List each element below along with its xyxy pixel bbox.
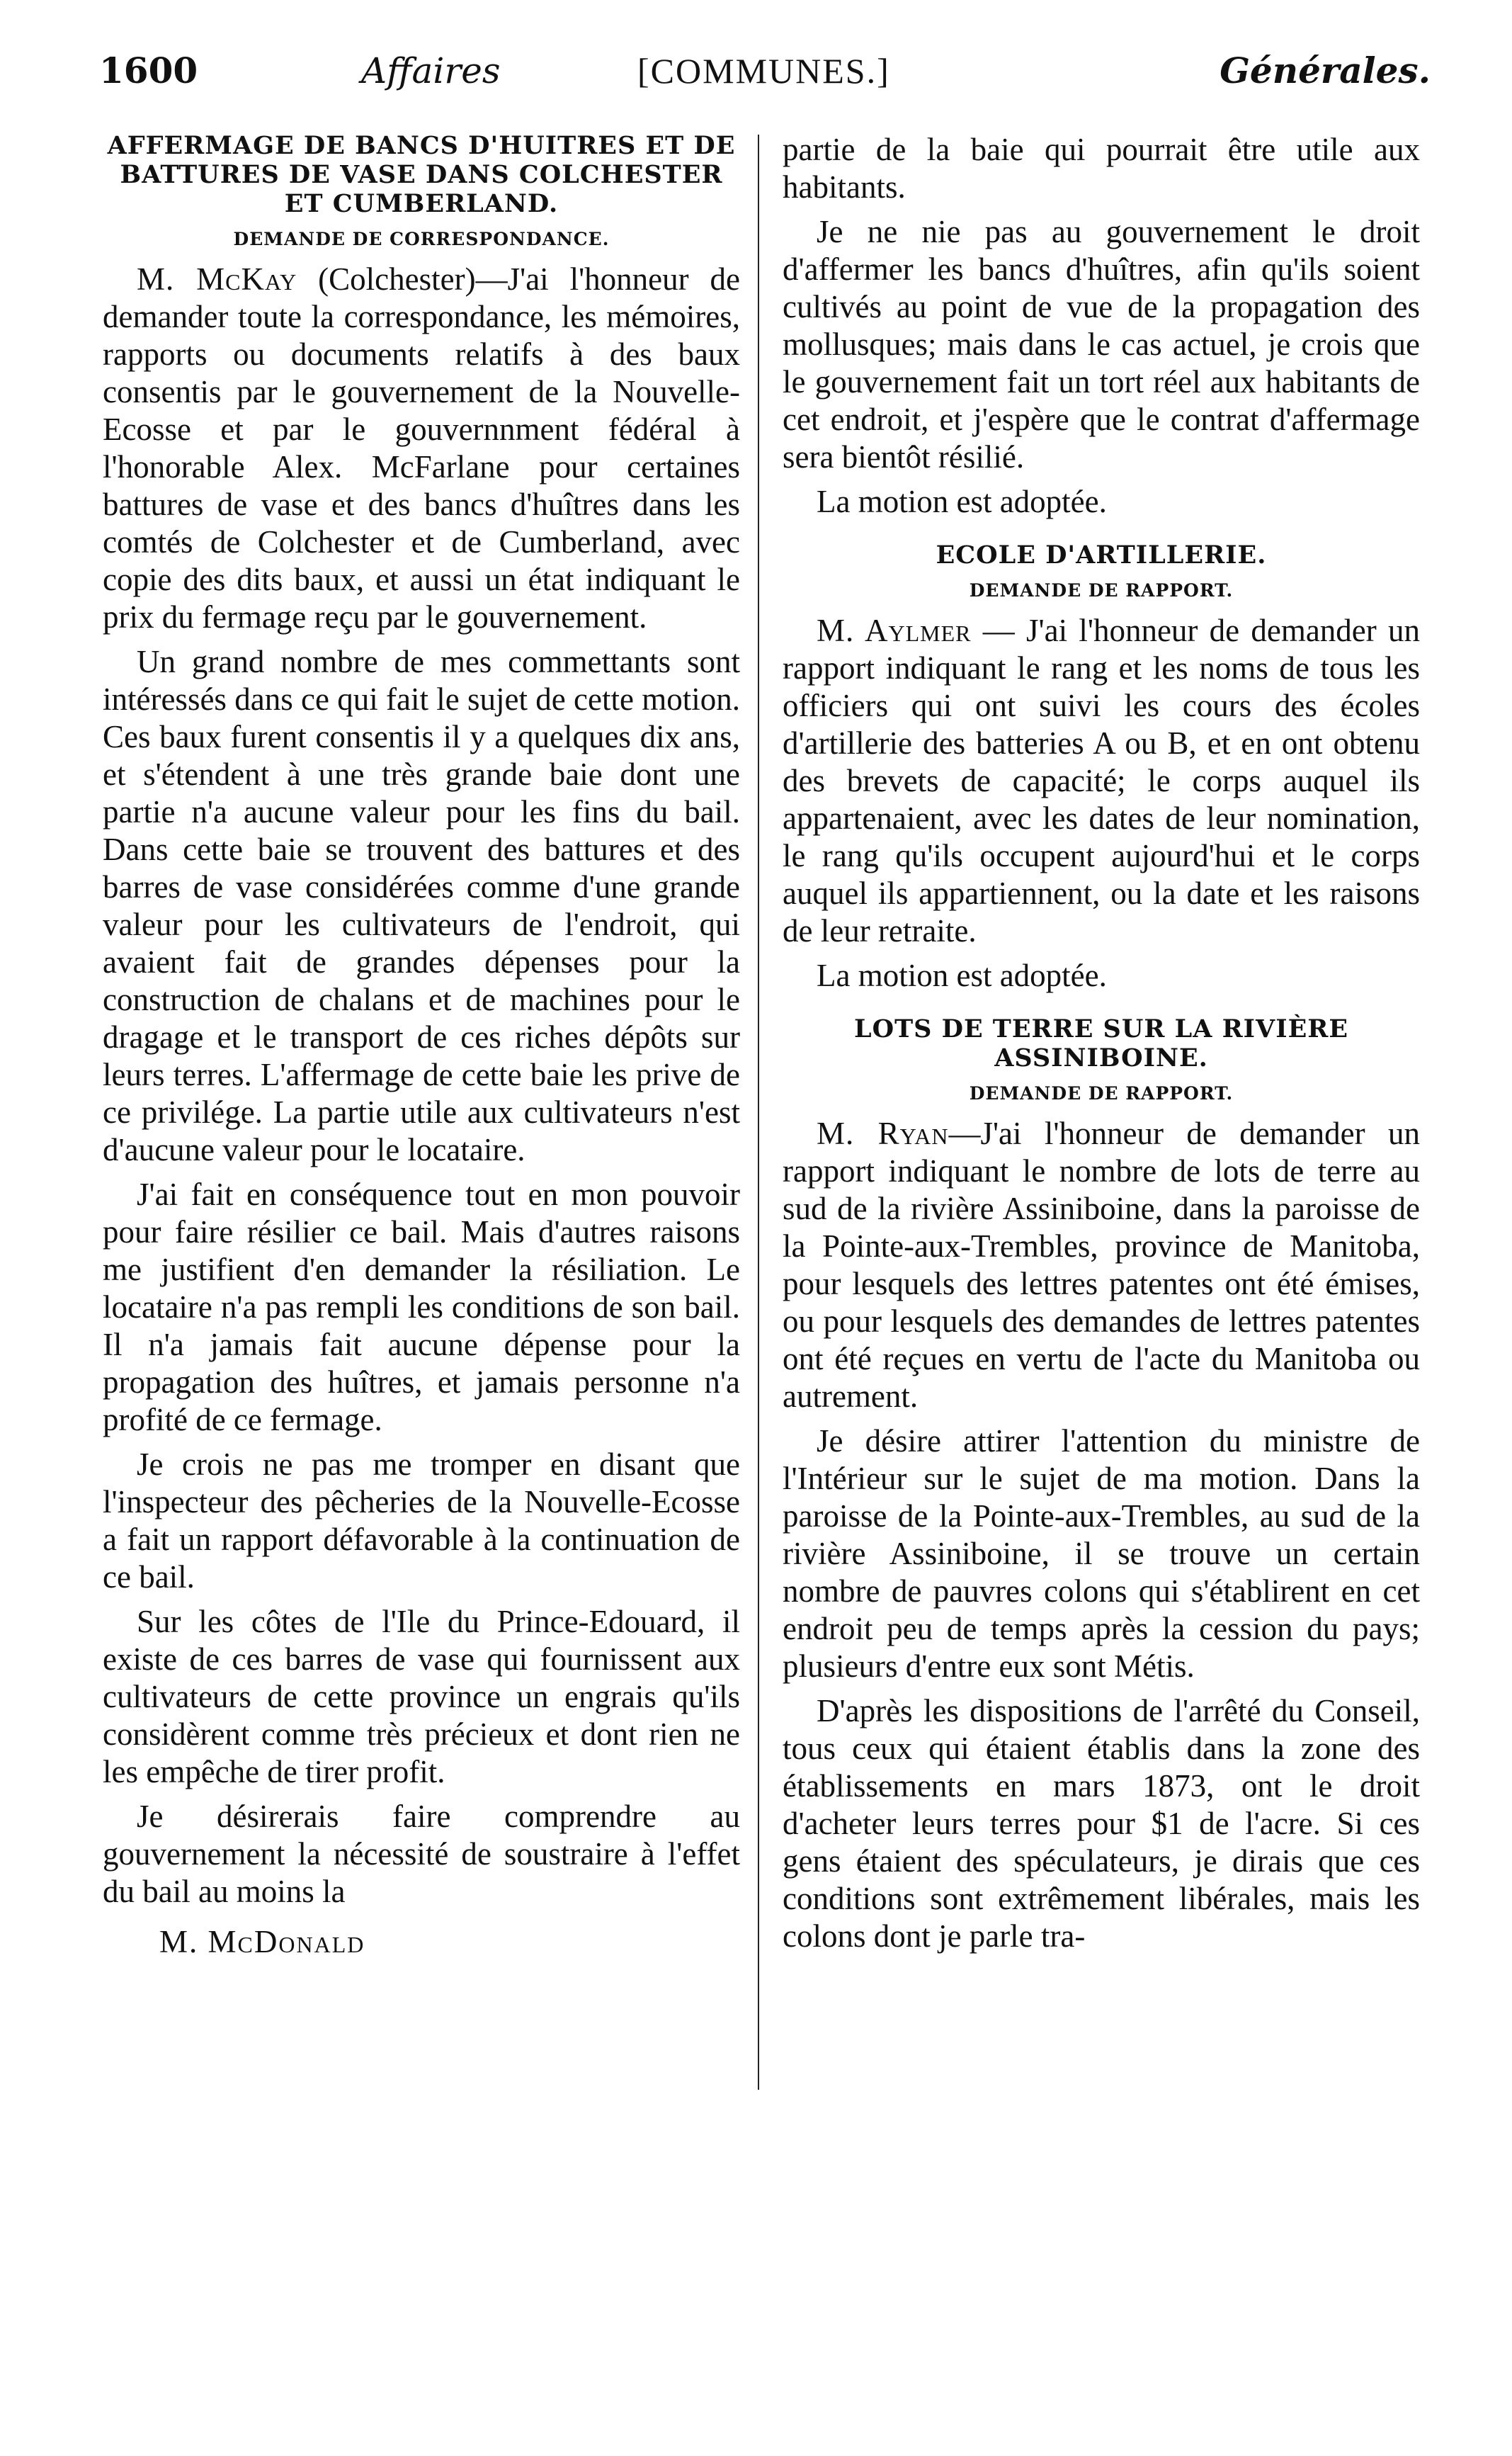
paragraph: J'ai fait en conséquence tout en mon pouvoir pour faire résilier ce bail. Mais d'autres raisons me justifient d'en demander la résiliation. Le locataire n'a pas rempli les conditions de son bail. Il n'a jamais fait aucune dépense pour la propagation des huîtres, et jamais personne n'a profité de ce fermage. [103, 1177, 740, 1437]
paragraph [103, 261, 740, 636]
running-header [99, 50, 1431, 113]
paragraph: La motion est adoptée. [817, 958, 1107, 993]
paragraph: partie de la baie qui pourrait être utile aux habitants. [783, 132, 1420, 205]
section-title: LOTS DE TERRE SUR LA RIVIÈRE ASSINIBOINE. [853, 1014, 1349, 1073]
paragraph: Je désire attirer l'attention du ministre de l'Intérieur sur le sujet de ma motion. Dans la paroisse de la Pointe-aux-Trembles, au sud de la rivière Assiniboine, il se trouve un certain nombre de pauvres colons qui s'établirent en cet endroit peu de temps après la cession du pays; plusieurs d'entre eux sont Métis. [783, 1423, 1420, 1684]
paragraph [783, 612, 1420, 950]
header-left: Affaires [361, 50, 501, 91]
section-subtitle: DEMANDE DE RAPPORT. [969, 580, 1234, 601]
paragraph [783, 1115, 1420, 1415]
section-subtitle: DEMANDE DE RAPPORT. [969, 1083, 1234, 1104]
paragraph: Un grand nombre de mes commettants sont intéressés dans ce qui fait le sujet de cette motion. Ces baux furent consentis il y a quelques dix ans, et s'étendent à une très grande baie dont une partie n'a aucune valeur pour les fins du bail. Dans cette baie se trouvent des battures et des barres de vase considérées comme d'une grande valeur pour les cultivateurs de l'endroit, qui avaient fait de grandes dépenses pour la construction de chalans et de machines pour le dragage et le transport de ces riches dépôts sur leurs terres. L'affermage de cette baie les prive de ce privilége. La partie utile aux cultivateurs n'est d'aucune valeur pour le locataire. [103, 644, 740, 1167]
section-title: AFFERMAGE DE BANCS D'HUITRES ET DE BATTURES DE VASE DANS COLCHESTER ET CUMBERLAND. [107, 131, 736, 218]
page-number: 1600 [99, 50, 198, 91]
catchword-speaker: M. McDonald [159, 1924, 365, 1959]
paragraph-text: —J'ai l'honneur de demander un rapport indiquant le nombre de lots de terre au sud de la rivière Assiniboine, dans la paroisse de la Pointe-aux-Trembles, province de Manitoba, pour lesquels des lettres patentes ont été émises, ou pour lesquels des demandes de lettres patentes ont été reçues en vertu de l'acte du Manitoba ou autrement. [783, 1116, 1420, 1414]
column-divider [758, 135, 759, 2090]
paragraph: La motion est adoptée. [817, 484, 1107, 519]
paragraph: D'après les dispositions de l'arrêté du Conseil, tous ceux qui étaient établis dans la zone des établissements en mars 1873, ont le droit d'acheter leurs terres pour $1 de l'acre. Si ces gens étaient des spéculateurs, je dirais que ces conditions sont extrêmement libérales, mais les colons dont je parle tra- [783, 1693, 1420, 1954]
paragraph: Je ne nie pas au gouvernement le droit d'affermer les bancs d'huîtres, afin qu'ils soient cultivés au point de vue de la propagation des mollusques; mais dans le cas actuel, je crois que le gouvernement fait un tort réel aux habitants de cet endroit, et j'espère que le contrat d'affermage sera bientôt résilié. [783, 214, 1420, 475]
section-subtitle: DEMANDE DE CORRESPONDANCE. [233, 229, 610, 249]
right-column [783, 131, 1420, 1962]
paragraph: Je crois ne pas me tromper en disant que l'inspecteur des pêcheries de la Nouvelle-Ecosse a fait un rapport défavorable à la continuation de ce bail. [103, 1447, 740, 1595]
paragraph: Je désirerais faire comprendre au gouvernement la nécessité de soustraire à l'effet du bail au moins la [103, 1799, 740, 1909]
header-right: Générales. [1220, 50, 1431, 91]
speaker-name: M. Ryan [817, 1116, 949, 1151]
left-column [103, 131, 740, 1961]
paragraph-text: (Colchester)—J'ai l'honneur de demander toute la correspondance, les mémoires, rapports ou documents relatifs à des baux consentis par le gouvernement de la Nouvelle-Ecosse et par le gouvernnment fédéral à l'honorable Alex. McFarlane pour certaines battures de vase et des bancs d'huîtres dans les comtés de Colchester et de Cumberland, avec copie des dits baux, et aussi un état indiquant le prix du fermage reçu par le gouvernement. [103, 261, 741, 635]
speaker-name: M. McKay [137, 261, 297, 297]
header-center: [COMMUNES.] [637, 51, 890, 91]
paragraph: Sur les côtes de l'Ile du Prince-Edouard, il existe de ces barres de vase qui fournissent aux cultivateurs de cette province un engrais qu'ils considèrent comme très précieux et dont rien ne les empêche de tirer profit. [103, 1604, 740, 1789]
paragraph-text: — J'ai l'honneur de demander un rapport indiquant le rang et les noms de tous les officiers qui ont suivi les cours des écoles d'artillerie des batteries A ou B, et en ont obtenu des brevets de capacité; le corps auquel ils appartenaient, avec les dates de leur nomination, le rang qu'ils occupent aujourd'hui et le corps auquel ils appartiennent, ou la date et les raisons de leur retraite. [783, 613, 1421, 949]
speaker-name: M. Aylmer [817, 613, 972, 648]
section-title: ECOLE D'ARTILLERIE. [936, 541, 1267, 570]
